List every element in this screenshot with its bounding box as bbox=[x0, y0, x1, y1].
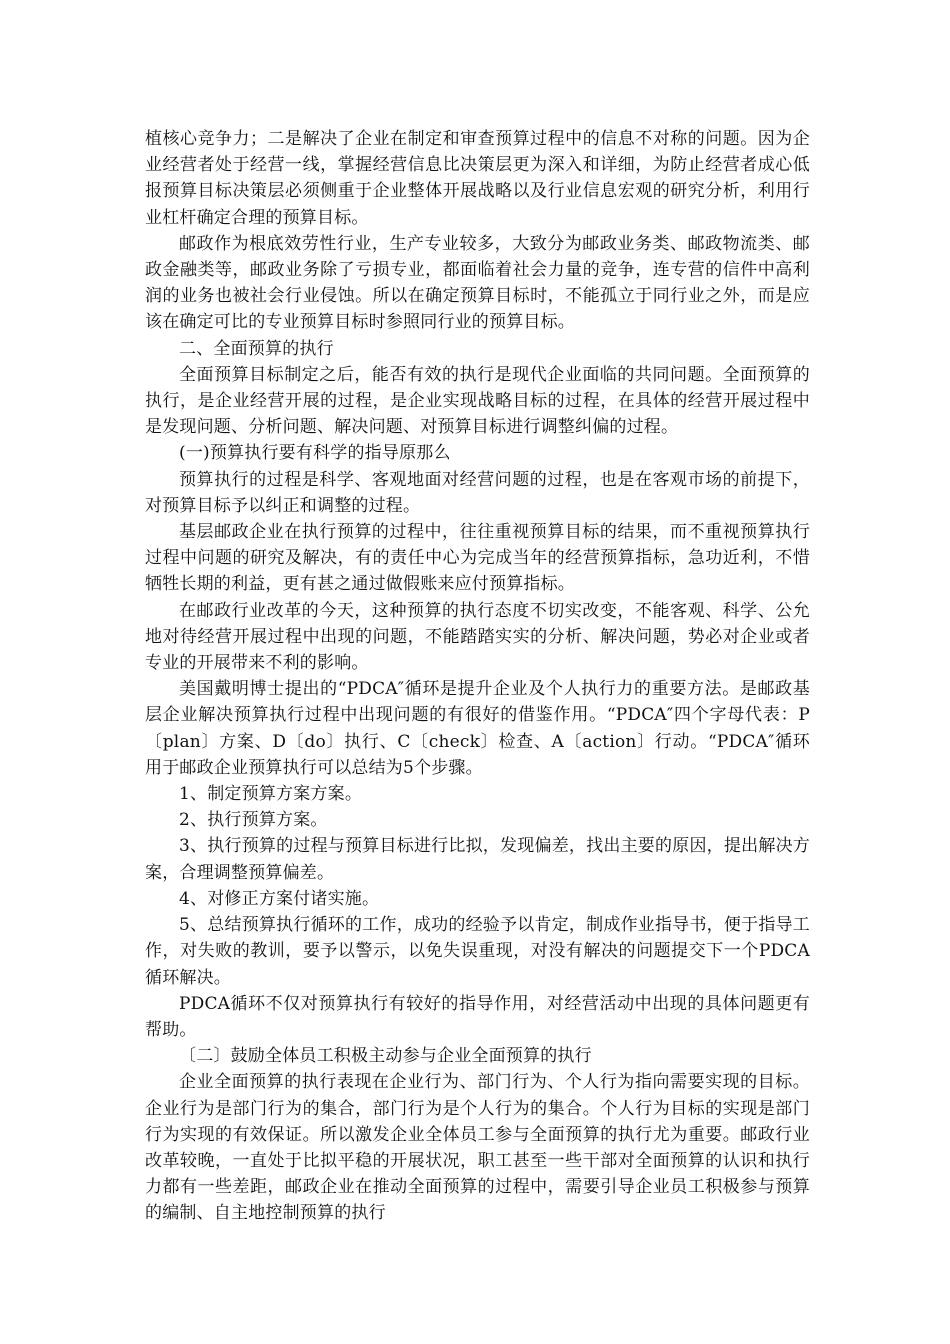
list-item-step-2: 2、执行预算方案。 bbox=[179, 810, 328, 831]
paragraph-budget-execution-intro: 全面预算目标制定之后，能否有效的执行是现代企业面临的共同问题。全面预算的执行，是企业经营开展的过程，是企业实现战略目标的过程，在具体的经营开展过程中是发现问题、分析问题、解决问题、对预算目标进行调整纠偏的过程。 bbox=[145, 364, 810, 438]
list-item-step-3: 3、执行预算的过程与预算目标进行比拟，发现偏差，找出主要的原因，提出解决方案，合理调整预算偏差。 bbox=[145, 836, 810, 883]
list-item-step-1: 1、制定预算方案方案。 bbox=[179, 784, 363, 805]
paragraph-postal-industry: 邮政作为根底效劳性行业，生产专业较多，大致分为邮政业务类、邮政物流类、邮政金融类等，邮政业务除了亏损专业，都面临着社会力量的竞争，连专营的信件中高利润的业务也被社会行业侵蚀。所以在确定预算目标时，不能孤立于同行业之外，而是应该在确定可比的专业预算目标时参照同行业的预算目标。 bbox=[145, 233, 810, 333]
paragraph-pdca-benefit: PDCA循环不仅对预算执行有较好的指导作用，对经营活动中出现的具体问题更有帮助。 bbox=[145, 993, 810, 1040]
list-item-step-5: 5、总结预算执行循环的工作，成功的经验予以肯定，制成作业指导书，便于指导工作，对失败的教训，要予以警示，以免失误重现，对没有解决的问题提交下一个PDCA循环解决。 bbox=[145, 915, 810, 988]
document-page bbox=[145, 126, 810, 1227]
paragraph-pdca-cycle: 美国戴明博士提出的“PDCA″循环是提升企业及个人执行力的重要方法。是邮政基层企业解决预算执行过程中出现问题的有很好的借鉴作用。“PDCA″四个字母代表：P〔plan〕方案、D〔do〕执行、C〔check〕检查、A〔action〕行动。“PDCA″循环用于邮政企业预算执行可以总结为5个步骤。 bbox=[145, 679, 810, 778]
subheading-encourage-employees: 〔二〕鼓励全体员工积极主动参与企业全面预算的执行 bbox=[179, 1046, 592, 1067]
section-heading-budget-execution: 二、全面预算的执行 bbox=[179, 338, 334, 359]
paragraph-core-competitiveness: 植核心竞争力；二是解决了企业在制定和审查预算过程中的信息不对称的问题。因为企业经营者处于经营一线，掌握经营信息比决策层更为深入和详细，为防止经营者成心低报预算目标决策层必须侧重于企业整体开展战略以及行业信息宏观的研究分析，利用行业杠杆确定合理的预算目标。 bbox=[145, 129, 810, 228]
list-item-step-4: 4、对修正方案付诸实施。 bbox=[179, 888, 380, 909]
paragraph-reform-attitude: 在邮政行业改革的今天，这种预算的执行态度不切实改变，不能客观、科学、公允地对待经营开展过程中出现的问题，不能踏踏实实的分析、解决问题，势必对企业或者专业的开展带来不利的影响。 bbox=[145, 600, 810, 674]
subheading-scientific-principles: (一)预算执行要有科学的指导原那么 bbox=[179, 443, 451, 464]
paragraph-employee-participation: 企业全面预算的执行表现在企业行为、部门行为、个人行为指向需要实现的目标。企业行为是部门行为的集合，部门行为是个人行为的集合。个人行为目标的实现是部门行为实现的有效保证。所以激发企业全体员工参与全面预算的执行尤为重要。邮政行业改革较晚，一直处于比拟平稳的开展状况，职工甚至一些干部对全面预算的认识和执行力都有一些差距，邮政企业在推动全面预算的过程中，需要引导企业员工积极参与预算的编制、自主地控制预算的执行 bbox=[145, 1072, 810, 1224]
paragraph-scientific-process: 预算执行的过程是科学、客观地面对经营问题的过程，也是在客观市场的前提下，对预算目标予以纠正和调整的过程。 bbox=[145, 469, 810, 516]
paragraph-grassroots-enterprise: 基层邮政企业在执行预算的过程中，往往重视预算目标的结果，而不重视预算执行过程中问题的研究及解决，有的责任中心为完成当年的经营预算指标，急功近利，不惜牺牲长期的利益，更有甚之通过做假账来应付预算指标。 bbox=[145, 522, 810, 595]
